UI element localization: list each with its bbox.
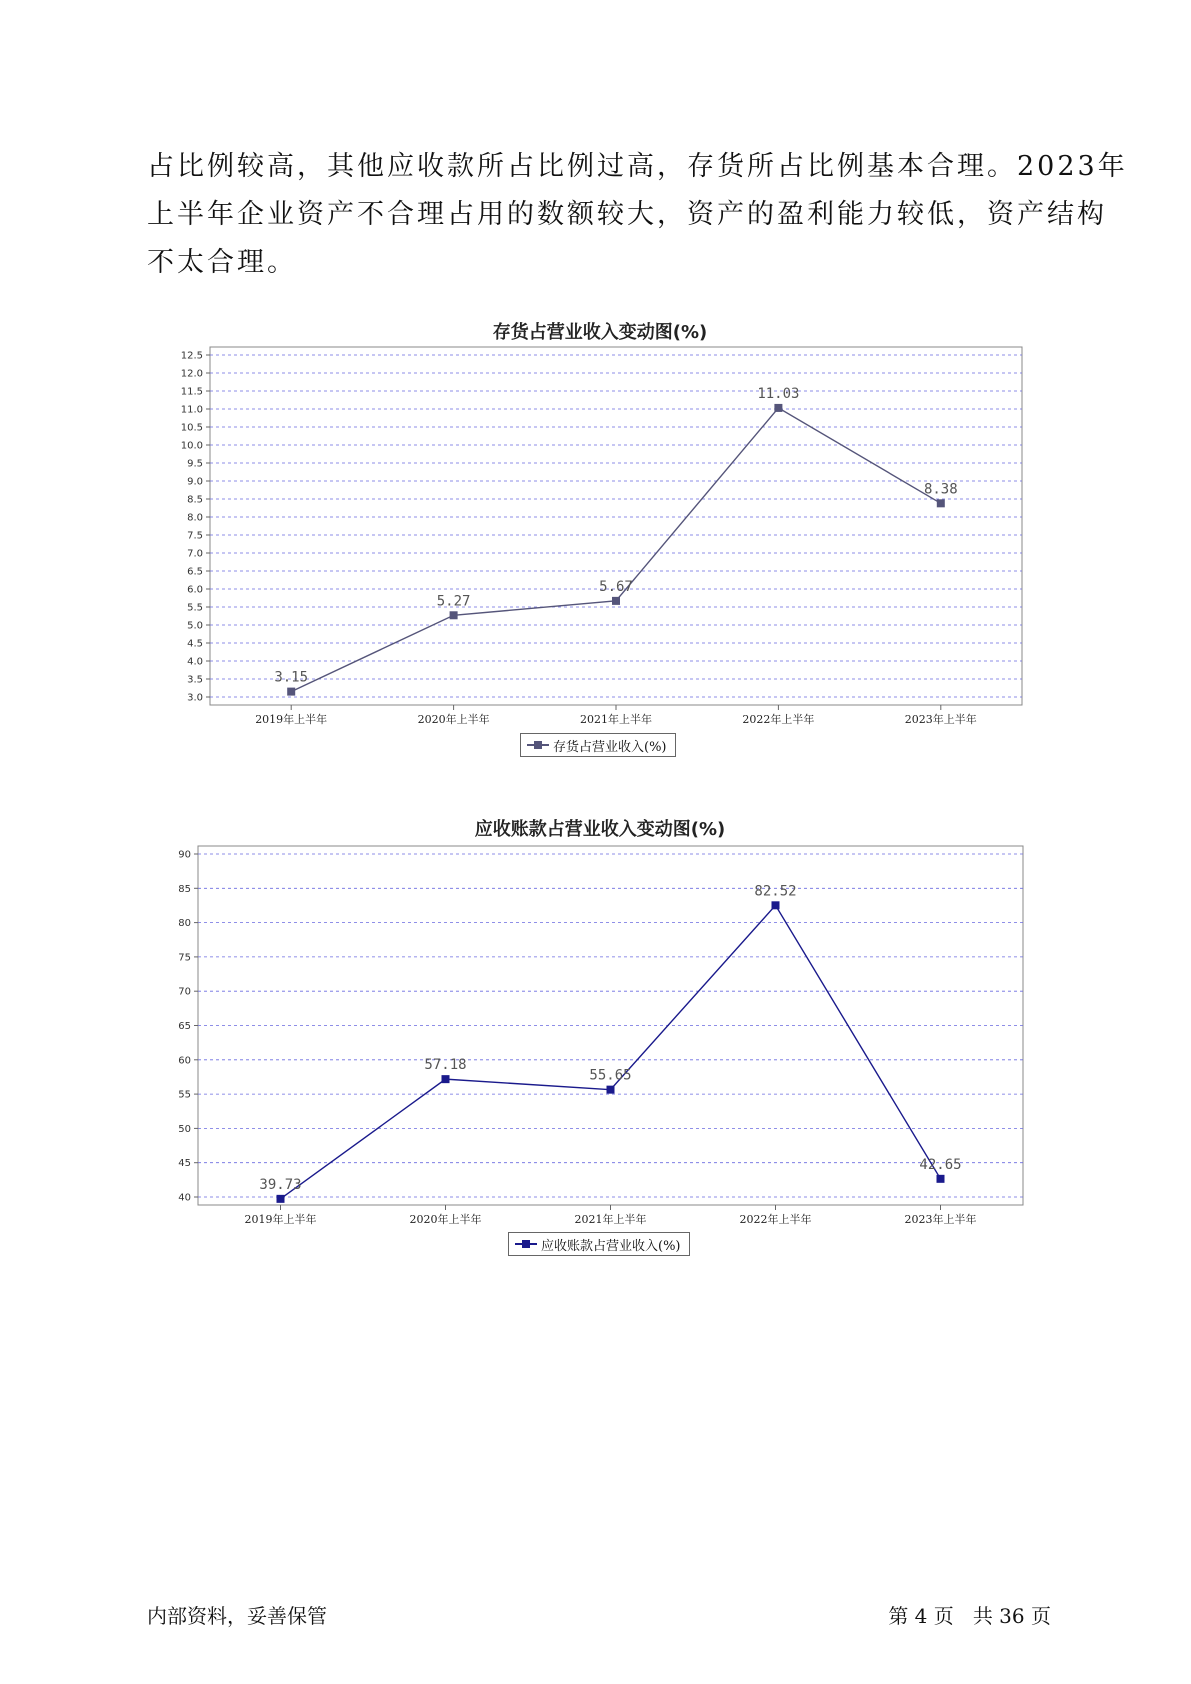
x-tick-label: 2020年上半年 (409, 1213, 482, 1226)
plot-area (198, 846, 1023, 1205)
data-label: 11.03 (757, 385, 800, 402)
footer-left: 内部资料，妥善保管 (147, 1604, 327, 1628)
y-tick-label: 12.5 (180, 350, 203, 362)
data-label: 5.27 (436, 593, 471, 610)
x-tick-label: 2019年上半年 (244, 1213, 317, 1226)
y-tick-label: 80 (178, 918, 191, 930)
data-label: 3.15 (274, 669, 309, 686)
x-tick-label: 2023年上半年 (904, 713, 977, 726)
chart-title-inventory: 存货占营业收入变动图(%) (492, 322, 708, 343)
data-label: 39.73 (259, 1176, 302, 1193)
legend-label: 应收账款占营业收入(%) (541, 1238, 681, 1254)
data-point (937, 1175, 945, 1183)
data-label: 55.65 (589, 1067, 632, 1084)
y-tick-label: 4.0 (187, 656, 203, 668)
y-tick-label: 8.0 (187, 512, 203, 524)
chart-legend (508, 1232, 690, 1256)
y-tick-label: 45 (178, 1158, 191, 1170)
y-tick-label: 10.5 (180, 422, 203, 434)
legend-label: 存货占营业收入(%) (553, 739, 667, 755)
data-point (607, 1086, 615, 1094)
y-tick-label: 9.0 (187, 476, 203, 488)
data-label: 42.65 (919, 1156, 962, 1173)
y-tick-label: 3.5 (187, 674, 203, 686)
data-label: 8.38 (923, 481, 958, 498)
y-tick-label: 7.5 (187, 530, 203, 542)
data-label: 5.67 (599, 578, 633, 595)
x-tick-label: 2022年上半年 (739, 1213, 812, 1226)
y-tick-label: 6.5 (187, 566, 203, 578)
y-tick-label: 5.5 (187, 602, 203, 614)
y-tick-label: 85 (178, 883, 191, 895)
x-tick-label: 2023年上半年 (904, 1213, 977, 1226)
x-tick-label: 2021年上半年 (574, 1213, 647, 1226)
y-tick-label: 5.0 (187, 620, 203, 632)
y-tick-label: 40 (178, 1192, 191, 1204)
chart-title-receivables: 应收账款占营业收入变动图(%) (474, 819, 726, 840)
paragraph-line: 占比例较高，其他应收款所占比例过高，存货所占比例基本合理。2023年 (147, 151, 1128, 182)
y-tick-label: 50 (178, 1123, 191, 1135)
data-point (442, 1075, 450, 1083)
data-point (772, 901, 780, 909)
x-tick-label: 2021年上半年 (580, 713, 652, 726)
y-tick-label: 70 (178, 986, 191, 998)
legend-marker-icon (515, 1239, 537, 1249)
paragraph-line: 上半年企业资产不合理占用的数额较大，资产的盈利能力较低，资产结构 (147, 199, 1107, 230)
x-tick-label: 2020年上半年 (417, 713, 490, 726)
y-tick-label: 9.5 (187, 458, 203, 470)
y-tick-label: 55 (178, 1089, 191, 1101)
footer-page-number: 第 4 页 共 36 页 (888, 1604, 1051, 1628)
y-tick-label: 8.5 (187, 494, 203, 506)
y-tick-label: 10.0 (180, 440, 203, 452)
y-tick-label: 7.0 (187, 548, 203, 560)
y-tick-label: 4.5 (187, 638, 203, 650)
y-tick-label: 65 (178, 1021, 191, 1032)
y-tick-label: 11.5 (180, 386, 203, 398)
y-tick-label: 3.0 (187, 692, 203, 704)
y-tick-label: 12.0 (180, 368, 203, 380)
data-label: 82.52 (754, 883, 797, 900)
data-label: 57.18 (424, 1057, 467, 1074)
data-point (277, 1195, 285, 1203)
y-tick-label: 11.0 (180, 404, 203, 416)
paragraph-line: 不太合理。 (147, 247, 297, 278)
y-tick-label: 90 (178, 849, 191, 861)
y-tick-label: 6.0 (187, 584, 203, 596)
y-tick-label: 60 (178, 1055, 191, 1067)
x-tick-label: 2019年上半年 (255, 713, 328, 726)
x-tick-label: 2022年上半年 (742, 713, 815, 726)
y-tick-label: 75 (178, 952, 191, 964)
